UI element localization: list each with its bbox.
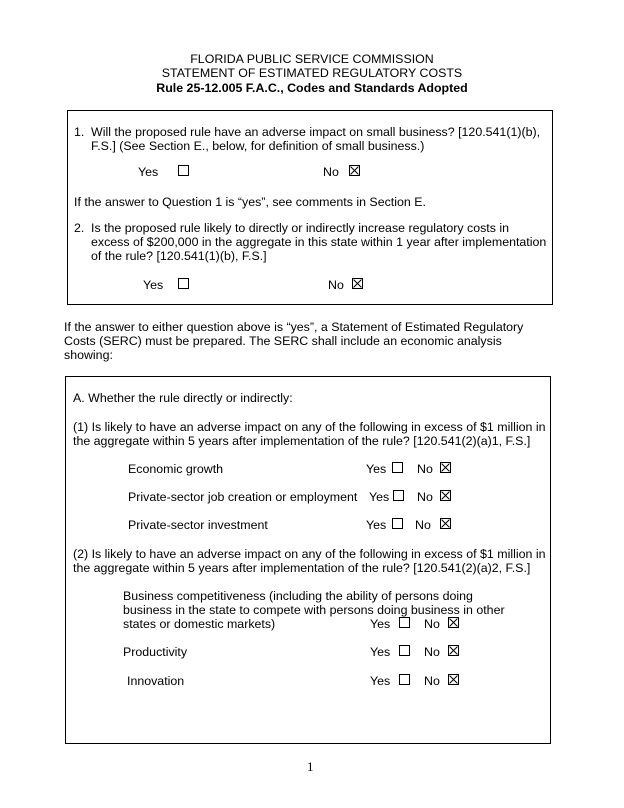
- question-2-line-2: excess of $200,000 in the aggregate in this state within 1 year after implementation: [91, 235, 547, 249]
- part-1-line-1: (1) Is likely to have an adverse impact on any of the following in excess of $1 million in: [73, 420, 546, 434]
- question-2-yes-checkbox[interactable]: [178, 278, 189, 289]
- question-2-line-1: Is the proposed rule likely to directly or indirectly increase regulatory costs in: [91, 221, 510, 235]
- private-investment-label: Private-sector investment: [128, 518, 268, 532]
- question-1-number: 1.: [74, 125, 85, 139]
- section-a-heading: A. Whether the rule directly or indirectly:: [73, 391, 293, 405]
- economic-growth-no-label: No: [417, 462, 433, 476]
- competitiveness-no-checkbox[interactable]: [448, 617, 459, 628]
- economic-growth-label: Economic growth: [128, 462, 224, 476]
- economic-growth-yes-checkbox[interactable]: [392, 462, 403, 473]
- serc-line-1: If the answer to either question above is “yes”, a Statement of Estimated Regulatory: [64, 320, 524, 334]
- job-creation-no-checkbox[interactable]: [440, 490, 451, 501]
- question-2-number: 2.: [74, 221, 85, 235]
- productivity-yes-checkbox[interactable]: [399, 645, 410, 656]
- private-investment-no-checkbox[interactable]: [440, 518, 451, 529]
- productivity-no-label: No: [424, 645, 440, 659]
- innovation-label: Innovation: [127, 674, 185, 688]
- serc-line-2: Costs (SERC) must be prepared. The SERC shall include an economic analysis: [64, 334, 502, 348]
- innovation-yes-checkbox[interactable]: [399, 674, 410, 685]
- question-1-no-checkbox[interactable]: [349, 165, 360, 176]
- rule-title: Rule 25-12.005 F.A.C., Codes and Standards Adopted: [156, 81, 468, 95]
- innovation-no-checkbox[interactable]: [448, 674, 459, 685]
- job-creation-yes-label: Yes: [369, 490, 390, 504]
- private-investment-no-label: No: [415, 518, 431, 532]
- page-number: 1: [307, 759, 314, 774]
- competitiveness-line-1: Business competitiveness (including the ability of persons doing: [123, 589, 473, 603]
- productivity-label: Productivity: [123, 645, 188, 659]
- question-2-yes-label: Yes: [143, 278, 164, 292]
- agency-title: FLORIDA PUBLIC SERVICE COMMISSION: [190, 52, 434, 66]
- competitiveness-yes-label: Yes: [370, 617, 391, 631]
- question-1-no-label: No: [323, 165, 339, 179]
- innovation-no-label: No: [424, 674, 440, 688]
- competitiveness-yes-checkbox[interactable]: [399, 617, 410, 628]
- innovation-yes-label: Yes: [370, 674, 391, 688]
- part-1-line-2: the aggregate within 5 years after implementation of the rule? [120.541(2)(a)1, F.S.]: [73, 434, 531, 448]
- competitiveness-line-2: business in the state to compete with persons doing business in other: [123, 603, 505, 617]
- economic-growth-no-checkbox[interactable]: [440, 462, 451, 473]
- job-creation-yes-checkbox[interactable]: [393, 490, 404, 501]
- competitiveness-line-3: states or domestic markets): [123, 617, 276, 631]
- question-1-note: If the answer to Question 1 is “yes”, see comments in Section E.: [74, 195, 426, 209]
- question-2-no-label: No: [328, 278, 344, 292]
- job-creation-label: Private-sector job creation or employment: [128, 490, 358, 504]
- question-1-yes-label: Yes: [138, 165, 159, 179]
- productivity-no-checkbox[interactable]: [448, 645, 459, 656]
- serc-line-3: showing:: [64, 348, 113, 362]
- private-investment-yes-label: Yes: [366, 518, 387, 532]
- question-2-no-checkbox[interactable]: [352, 278, 363, 289]
- economic-growth-yes-label: Yes: [366, 462, 387, 476]
- part-2-line-1: (2) Is likely to have an adverse impact on any of the following in excess of $1 million in: [73, 547, 546, 561]
- competitiveness-no-label: No: [424, 617, 440, 631]
- question-1-yes-checkbox[interactable]: [178, 165, 189, 176]
- job-creation-no-label: No: [417, 490, 433, 504]
- private-investment-yes-checkbox[interactable]: [392, 518, 403, 529]
- question-2-line-3: of the rule? [120.541(1)(b), F.S.]: [91, 249, 267, 263]
- document-title: STATEMENT OF ESTIMATED REGULATORY COSTS: [161, 66, 463, 80]
- part-2-line-2: the aggregate within 5 years after implementation of the rule? [120.541(2)(a)2, F.S.]: [73, 561, 531, 575]
- question-1-line-2: F.S.] (See Section E., below, for definition of small business.): [91, 139, 425, 153]
- question-1-line-1: Will the proposed rule have an adverse impact on small business? [120.541(1)(b),: [91, 125, 541, 139]
- productivity-yes-label: Yes: [370, 645, 391, 659]
